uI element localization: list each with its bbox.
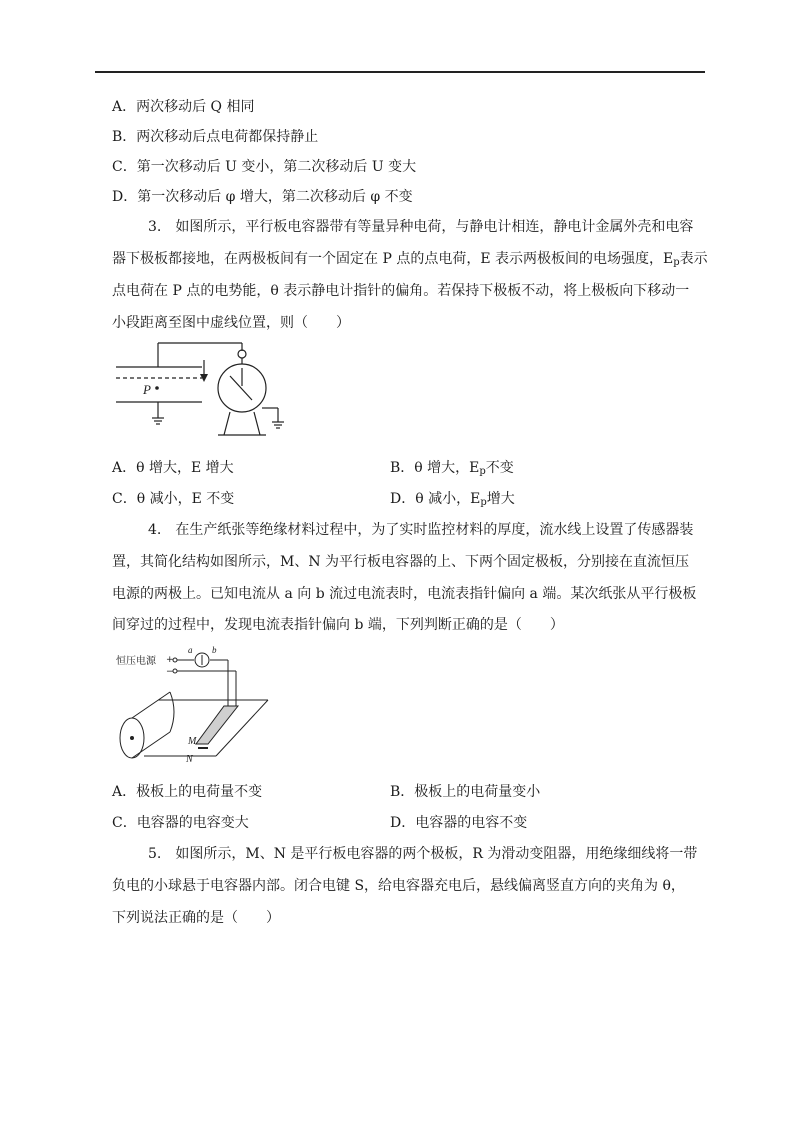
label-p: P (143, 382, 151, 397)
q4-stem-line-2: 置，其简化结构如图所示，M、N 为平行板电容器的上、下两个固定极板，分别接在直流恒压 (112, 554, 690, 570)
q4-option-a: A．极板上的电荷量不变 (112, 784, 263, 800)
plate-n-label: N (186, 754, 193, 765)
electrometer-knob (238, 350, 246, 358)
minus-sign: − (166, 667, 174, 677)
q3-option-b-tail: 不变 (485, 460, 514, 476)
q3-option-d-tail: 增大 (486, 491, 515, 507)
terminal-b-label: b (212, 645, 217, 655)
q4-sensor-figure (112, 640, 272, 772)
q3-stem-line-1: 3. 如图所示，平行板电容器带有等量异种电荷，与静电计相连，静电计金属外壳和电容 (148, 219, 694, 235)
point-charge-p (155, 386, 159, 390)
q5-stem-line-3: 下列说法正确的是（ ） (112, 910, 280, 926)
q4-stem-line-3: 电源的两极上。已知电流从 a 向 b 流过电流表时，电流表指针偏向 a 端。某次纸张从平行极板 (112, 586, 697, 602)
q4-option-b: B．极板上的电荷量变小 (390, 784, 541, 800)
q3-option-b-text: B．θ 增大，E (390, 460, 480, 476)
q3-option-a: A．θ 增大，E 增大 (112, 460, 234, 476)
q3-stem-line-3: 点电荷在 P 点的电势能，θ 表示静电计指针的偏角。若保持下极板不动，将上极板向下移动一 (112, 283, 690, 299)
plus-sign: + (166, 655, 174, 665)
ep-subscript: p (479, 466, 486, 477)
plate-m (196, 706, 238, 744)
ep-subscript: p (673, 257, 680, 268)
q3-stem-line-2 (112, 250, 708, 272)
q4-stem-line-4: 间穿过的过程中，发现电流表指针偏向 b 端，下列判断正确的是（ ） (112, 617, 564, 633)
q4-option-c: C．电容器的电容变大 (112, 815, 249, 831)
q3-capacitor-electrometer-figure (112, 338, 302, 444)
q5-stem-line-1: 5. 如图所示，M、N 是平行板电容器的两个极板，R 为滑动变阻器，用绝缘细线将一带 (148, 846, 698, 862)
q3-option-c: C．θ 减小，E 不变 (112, 491, 235, 507)
q2-option-c: C．第一次移动后 U 变小，第二次移动后 U 变大 (112, 159, 417, 175)
q3-stem-line-2-tail: 表示 (679, 251, 708, 267)
q3-option-b (390, 459, 514, 481)
plate-m-label: M (188, 736, 197, 747)
electrometer-needle (230, 376, 252, 400)
q3-option-d-text: D．θ 减小，E (390, 491, 481, 507)
header-rule (95, 71, 705, 73)
power-supply-label: 恒压电源 (116, 656, 156, 667)
q5-stem-line-2: 负电的小球悬于电容器内部。闭合电键 S，给电容器充电后，悬线偏离竖直方向的夹角为 θ， (112, 878, 685, 894)
q2-option-d: D．第一次移动后 φ 增大，第二次移动后 φ 不变 (112, 189, 413, 205)
terminal-a-label: a (188, 645, 193, 655)
q4-stem-line-1: 4. 在生产纸张等绝缘材料过程中，为了实时监控材料的厚度，流水线上设置了传感器装 (148, 522, 694, 538)
q3-stem-line-4: 小段距离至图中虚线位置，则（ ） (112, 315, 350, 331)
q2-option-b: B．两次移动后点电荷都保持静止 (112, 129, 319, 145)
ep-subscript: p (480, 497, 487, 508)
q4-option-d: D．电容器的电容不变 (390, 815, 528, 831)
q2-option-a: A．两次移动后 Q 相同 (112, 99, 255, 115)
q3-option-d (390, 490, 515, 512)
q3-stem-line-2-text: 器下极板都接地，在两极板间有一个固定在 P 点的点电荷，E 表示两极板间的电场强度，E (112, 251, 674, 267)
